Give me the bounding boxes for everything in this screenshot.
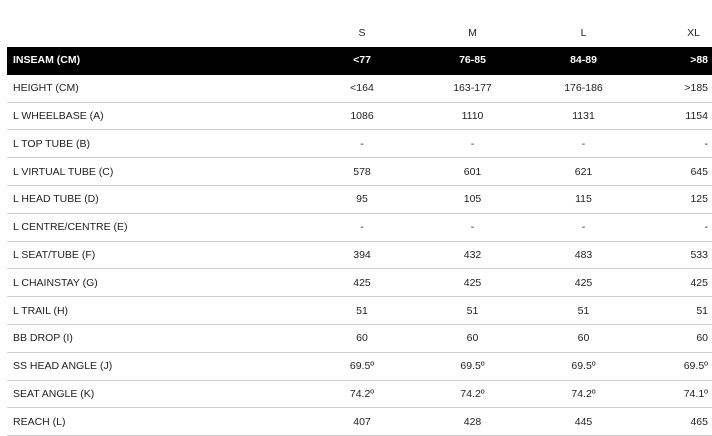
value-cell-l: 445 [528, 408, 639, 436]
value-cell-m: 60 [417, 324, 528, 352]
row-label: HEIGHT (CM) [7, 74, 307, 102]
value-cell-s: 1086 [307, 102, 417, 130]
value-cell-s: 69.5º [307, 352, 417, 380]
value-cell-xl: 533 [639, 241, 712, 269]
table-row [7, 185, 712, 213]
value-cell-m: 1110 [417, 102, 528, 130]
value-cell-s: 407 [307, 408, 417, 436]
row-label: REACH (L) [7, 408, 307, 436]
size-header-l: L [580, 26, 587, 39]
value-cell-l: 621 [528, 158, 639, 186]
value-cell-s: 51 [307, 297, 417, 325]
row-label: L VIRTUAL TUBE (C) [7, 158, 307, 186]
value-cell-xl: 69.5º [639, 352, 712, 380]
value-cell-s: <77 [307, 47, 417, 74]
value-cell-s: 60 [307, 324, 417, 352]
value-cell-xl: 74.1º [639, 380, 712, 408]
table-row [7, 102, 712, 130]
value-cell-l: 483 [528, 241, 639, 269]
value-cell-xl: 51 [639, 297, 712, 325]
value-cell-xl: 425 [639, 269, 712, 297]
row-label: BB DROP (I) [7, 324, 307, 352]
value-cell-m: 105 [417, 185, 528, 213]
value-cell-xl: 645 [639, 158, 712, 186]
value-cell-l: - [528, 130, 639, 158]
geometry-table-body [7, 47, 712, 436]
value-cell-l: - [528, 213, 639, 241]
table-row [7, 324, 712, 352]
value-cell-m: 425 [417, 269, 528, 297]
table-row [7, 352, 712, 380]
row-label: L SEAT/TUBE (F) [7, 241, 307, 269]
row-label: INSEAM (CM) [7, 47, 307, 74]
value-cell-m: 76-85 [417, 47, 528, 74]
row-label: L TOP TUBE (B) [7, 130, 307, 158]
table-row [7, 213, 712, 241]
row-label: SS HEAD ANGLE (J) [7, 352, 307, 380]
size-header [7, 18, 712, 47]
value-cell-m: 428 [417, 408, 528, 436]
table-row [7, 158, 712, 186]
value-cell-s: 578 [307, 158, 417, 186]
size-header-xl: XL [687, 26, 700, 39]
size-header-row [7, 18, 712, 47]
value-cell-xl: >185 [639, 74, 712, 102]
value-cell-xl: - [639, 130, 712, 158]
value-cell-m: 601 [417, 158, 528, 186]
table-row [7, 130, 712, 158]
table-row [7, 269, 712, 297]
value-cell-m: 432 [417, 241, 528, 269]
value-cell-m: 69.5º [417, 352, 528, 380]
size-header-m: M [468, 26, 477, 39]
value-cell-m: - [417, 130, 528, 158]
value-cell-m: - [417, 213, 528, 241]
value-cell-s: - [307, 130, 417, 158]
value-cell-m: 51 [417, 297, 528, 325]
value-cell-xl: 1154 [639, 102, 712, 130]
value-cell-s: 74.2º [307, 380, 417, 408]
table-row [7, 380, 712, 408]
value-cell-l: 69.5º [528, 352, 639, 380]
value-cell-l: 84-89 [528, 47, 639, 74]
value-cell-xl: 60 [639, 324, 712, 352]
size-header-s: S [358, 26, 366, 39]
value-cell-xl: 465 [639, 408, 712, 436]
row-label: SEAT ANGLE (K) [7, 380, 307, 408]
row-label: L CHAINSTAY (G) [7, 269, 307, 297]
value-cell-s: 95 [307, 185, 417, 213]
value-cell-xl: - [639, 213, 712, 241]
value-cell-s: 425 [307, 269, 417, 297]
value-cell-l: 176-186 [528, 74, 639, 102]
table-row [7, 297, 712, 325]
value-cell-l: 51 [528, 297, 639, 325]
value-cell-l: 115 [528, 185, 639, 213]
row-label: L WHEELBASE (A) [7, 102, 307, 130]
value-cell-l: 74.2º [528, 380, 639, 408]
row-label: L HEAD TUBE (D) [7, 185, 307, 213]
value-cell-m: 163-177 [417, 74, 528, 102]
row-label: L CENTRE/CENTRE (E) [7, 213, 307, 241]
table-row [7, 241, 712, 269]
table-row [7, 408, 712, 436]
value-cell-l: 60 [528, 324, 639, 352]
row-label: L TRAIL (H) [7, 297, 307, 325]
table-row-highlighted [7, 47, 712, 74]
value-cell-s: - [307, 213, 417, 241]
value-cell-l: 1131 [528, 102, 639, 130]
value-cell-l: 425 [528, 269, 639, 297]
geometry-table [7, 18, 712, 436]
value-cell-s: <164 [307, 74, 417, 102]
table-row [7, 74, 712, 102]
value-cell-xl: 125 [639, 185, 712, 213]
corner-header-cell [7, 18, 307, 47]
value-cell-xl: >88 [639, 47, 712, 74]
value-cell-s: 394 [307, 241, 417, 269]
value-cell-m: 74.2º [417, 380, 528, 408]
